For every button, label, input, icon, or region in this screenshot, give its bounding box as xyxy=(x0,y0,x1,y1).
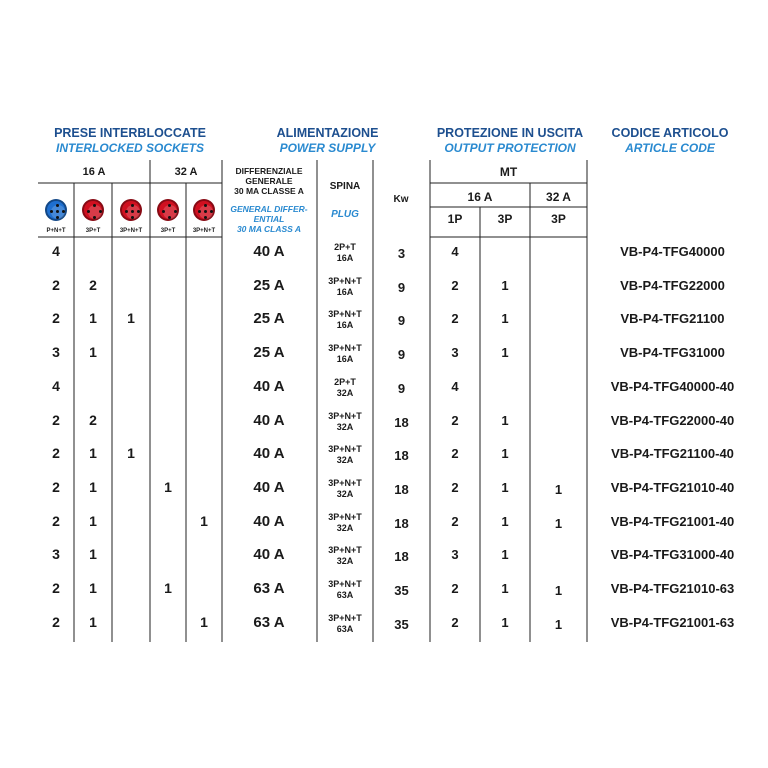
cell-diff: 40 A xyxy=(253,377,285,395)
cell-p3-16: 1 xyxy=(501,479,509,495)
plug-rating: 32A xyxy=(336,421,354,432)
cell-s2: 1 xyxy=(89,478,97,495)
cell-code: VB-P4-TFG21100-40 xyxy=(611,446,734,462)
cell-s3: 1 xyxy=(127,310,135,327)
cell-p1: 3 xyxy=(451,345,459,361)
plug-type: 3P+N+T xyxy=(328,477,362,488)
cell-diff: 40 A xyxy=(253,478,285,496)
cell-kw: 18 xyxy=(394,481,409,497)
plug-type: 3P+N+T xyxy=(328,444,362,455)
code-subtitle: ARTICLE CODE xyxy=(625,141,715,155)
code-title: CODICE ARTICOLO xyxy=(611,126,729,140)
cell-kw: 18 xyxy=(394,414,409,430)
sockets-title: PRESE INTERBLOCCATE xyxy=(54,126,206,140)
cell-kw: 18 xyxy=(394,448,409,464)
cell-s2: 1 xyxy=(89,344,97,361)
socket-label: P+N+T xyxy=(46,228,66,234)
supply-subtitle: POWER SUPPLY xyxy=(279,141,376,155)
output-title: PROTEZIONE IN USCITA xyxy=(436,126,584,140)
cell-diff: 25 A xyxy=(253,276,285,294)
plug-label-it: SPINA xyxy=(329,181,361,192)
cell-diff: 40 A xyxy=(253,512,285,530)
plug-rating: 63A xyxy=(336,623,354,634)
cell-plug xyxy=(317,545,373,567)
cell-diff: 40 A xyxy=(253,243,285,260)
plug-label-en: PLUG xyxy=(331,209,359,220)
cell-p1: 2 xyxy=(451,513,459,529)
cell-diff: 25 A xyxy=(253,344,285,362)
plug-rating: 32A xyxy=(336,556,354,567)
cell-s1: 3 xyxy=(52,546,60,563)
cell-p3-16: 1 xyxy=(501,412,509,428)
cell-s1: 3 xyxy=(52,344,60,361)
cell-diff: 63 A xyxy=(253,580,285,597)
mt-3p-16a-label: 3P xyxy=(497,212,513,226)
cell-p1: 2 xyxy=(451,277,459,293)
red-socket-icon xyxy=(193,199,215,221)
plug-rating: 16A xyxy=(336,354,354,365)
cell-plug xyxy=(317,478,373,500)
red-socket-icon xyxy=(82,199,104,221)
cell-kw: 9 xyxy=(397,347,406,363)
mt-3p-32a-label: 3P xyxy=(551,212,566,226)
cell-s4: 1 xyxy=(164,580,172,596)
sockets-32a-label: 32 A xyxy=(174,166,198,178)
cell-p3-16: 1 xyxy=(501,446,509,462)
cell-plug xyxy=(317,411,373,433)
mt-16a-label: 16 A xyxy=(467,190,493,204)
cell-s1: 2 xyxy=(52,310,60,327)
plug-rating: 16A xyxy=(336,286,354,297)
cell-plug xyxy=(317,276,373,298)
cell-p3-16: 1 xyxy=(501,547,509,563)
cell-diff: 40 A xyxy=(253,546,285,564)
blue-socket-icon xyxy=(45,199,67,221)
socket-label: 3P+N+T xyxy=(192,228,216,234)
plug-rating: 16A xyxy=(336,253,354,263)
cell-code: VB-P4-TFG40000 xyxy=(620,244,725,259)
output-subtitle: OUTPUT PROTECTION xyxy=(444,141,576,155)
cell-s1: 2 xyxy=(52,580,60,596)
sockets-subtitle: INTERLOCKED SOCKETS xyxy=(55,141,204,155)
cell-s2: 2 xyxy=(89,411,97,428)
cell-s1: 2 xyxy=(52,478,60,495)
kw-label: Kw xyxy=(393,194,409,205)
cell-code: VB-P4-TFG31000-40 xyxy=(610,547,735,563)
cell-p1: 3 xyxy=(451,547,459,563)
plug-type: 3P+N+T xyxy=(328,410,362,421)
cell-p1: 2 xyxy=(451,614,459,630)
cell-p1: 2 xyxy=(451,446,459,462)
cell-s2: 1 xyxy=(89,613,97,630)
socket-label: 3P+T xyxy=(85,228,101,234)
cell-s4: 1 xyxy=(164,478,172,495)
socket-label: 3P+N+T xyxy=(119,228,143,234)
cell-kw: 9 xyxy=(397,279,406,295)
cell-diff: 40 A xyxy=(253,411,285,429)
cell-code: VB-P4-TFG40000-40 xyxy=(610,378,735,394)
cell-s5: 1 xyxy=(200,613,208,630)
cell-code: VB-P4-TFG31000 xyxy=(620,345,725,361)
cell-p1: 4 xyxy=(451,378,459,394)
cell-p1: 2 xyxy=(451,581,459,596)
mt-1p-label: 1P xyxy=(447,212,463,226)
plug-type: 3P+N+T xyxy=(328,579,362,589)
cell-p3-16: 1 xyxy=(501,513,509,529)
cell-p3-32: 1 xyxy=(554,583,563,598)
plug-rating: 32A xyxy=(336,387,354,398)
plug-type: 3P+N+T xyxy=(328,343,362,354)
cell-s1: 2 xyxy=(52,445,60,462)
mt-32a-label: 32 A xyxy=(546,190,571,204)
supply-title: ALIMENTAZIONE xyxy=(276,126,379,140)
plug-type: 3P+N+T xyxy=(328,612,362,623)
sockets-16a-label: 16 A xyxy=(82,166,106,178)
plug-type: 2P+T xyxy=(334,242,356,252)
cell-s1: 4 xyxy=(52,377,60,394)
cell-p3-16: 1 xyxy=(501,614,509,630)
cell-s2: 1 xyxy=(89,512,97,529)
diff-label-en: GENERAL DIFFER- ENTIAL 30 MA CLASS A xyxy=(230,204,308,234)
cell-p1: 2 xyxy=(451,412,459,428)
cell-kw: 35 xyxy=(394,616,409,632)
plug-type: 3P+N+T xyxy=(328,275,362,286)
cell-kw: 3 xyxy=(397,246,406,261)
cell-p3-16: 1 xyxy=(501,581,509,596)
cell-p3-16: 1 xyxy=(501,345,509,361)
cell-code: VB-P4-TFG21100 xyxy=(620,311,725,327)
cell-kw: 9 xyxy=(397,313,406,329)
cell-plug xyxy=(317,242,373,264)
diff-label-it: DIFFERENZIALE GENERALE 30 MA CLASSE A xyxy=(234,166,304,196)
cell-s2: 1 xyxy=(89,445,97,462)
cell-p3-16: 1 xyxy=(501,277,509,293)
plug-rating: 32A xyxy=(336,455,354,466)
plug-type: 3P+N+T xyxy=(328,545,362,556)
plug-rating: 32A xyxy=(336,488,354,499)
cell-code: VB-P4-TFG21001-63 xyxy=(610,614,735,630)
red-socket-icon xyxy=(157,199,179,221)
cell-code: VB-P4-TFG22000-40 xyxy=(610,412,735,428)
cell-p1: 4 xyxy=(451,244,459,259)
cell-s2: 1 xyxy=(89,580,97,596)
cell-s1: 2 xyxy=(52,411,60,428)
cell-s2: 2 xyxy=(89,276,97,293)
cell-p1: 2 xyxy=(451,311,459,327)
cell-s5: 1 xyxy=(200,512,208,529)
cell-kw: 18 xyxy=(394,515,409,531)
cell-diff: 63 A xyxy=(253,613,285,631)
cell-plug xyxy=(317,579,373,601)
cell-p3-16: 1 xyxy=(501,311,509,327)
cell-code: VB-P4-TFG21010-63 xyxy=(610,581,735,596)
cell-diff: 40 A xyxy=(253,445,285,463)
cell-s2: 1 xyxy=(89,546,97,563)
plug-rating: 32A xyxy=(336,522,354,533)
cell-s1: 2 xyxy=(52,613,60,630)
cell-plug xyxy=(317,343,373,365)
plug-type: 2P+T xyxy=(334,376,356,387)
socket-label: 3P+T xyxy=(160,228,176,234)
cell-plug xyxy=(317,377,373,399)
plug-rating: 63A xyxy=(336,590,354,600)
cell-plug xyxy=(317,512,373,534)
cell-s1: 2 xyxy=(52,276,60,293)
red-socket-icon xyxy=(120,199,142,221)
plug-type: 3P+N+T xyxy=(328,511,362,522)
mt-label: MT xyxy=(499,165,518,179)
plug-type: 3P+N+T xyxy=(328,309,362,320)
cell-s1: 2 xyxy=(52,512,60,529)
cell-kw: 9 xyxy=(397,380,406,396)
cell-p3-32: 1 xyxy=(554,616,563,632)
cell-code: VB-P4-TFG22000 xyxy=(620,277,725,293)
cell-plug xyxy=(317,444,373,466)
cell-p1: 2 xyxy=(451,479,459,495)
cell-diff: 25 A xyxy=(253,310,285,328)
cell-plug xyxy=(317,309,373,331)
cell-s1: 4 xyxy=(52,243,60,259)
cell-p3-32: 1 xyxy=(554,515,563,531)
cell-kw: 35 xyxy=(394,583,409,598)
cell-plug xyxy=(317,613,373,635)
cell-s3: 1 xyxy=(127,445,135,462)
cell-p3-32: 1 xyxy=(554,481,563,497)
cell-s2: 1 xyxy=(89,310,97,327)
cell-code: VB-P4-TFG21010-40 xyxy=(610,479,735,495)
cell-code: VB-P4-TFG21001-40 xyxy=(610,513,735,529)
cell-kw: 18 xyxy=(394,549,409,565)
plug-rating: 16A xyxy=(336,320,354,331)
